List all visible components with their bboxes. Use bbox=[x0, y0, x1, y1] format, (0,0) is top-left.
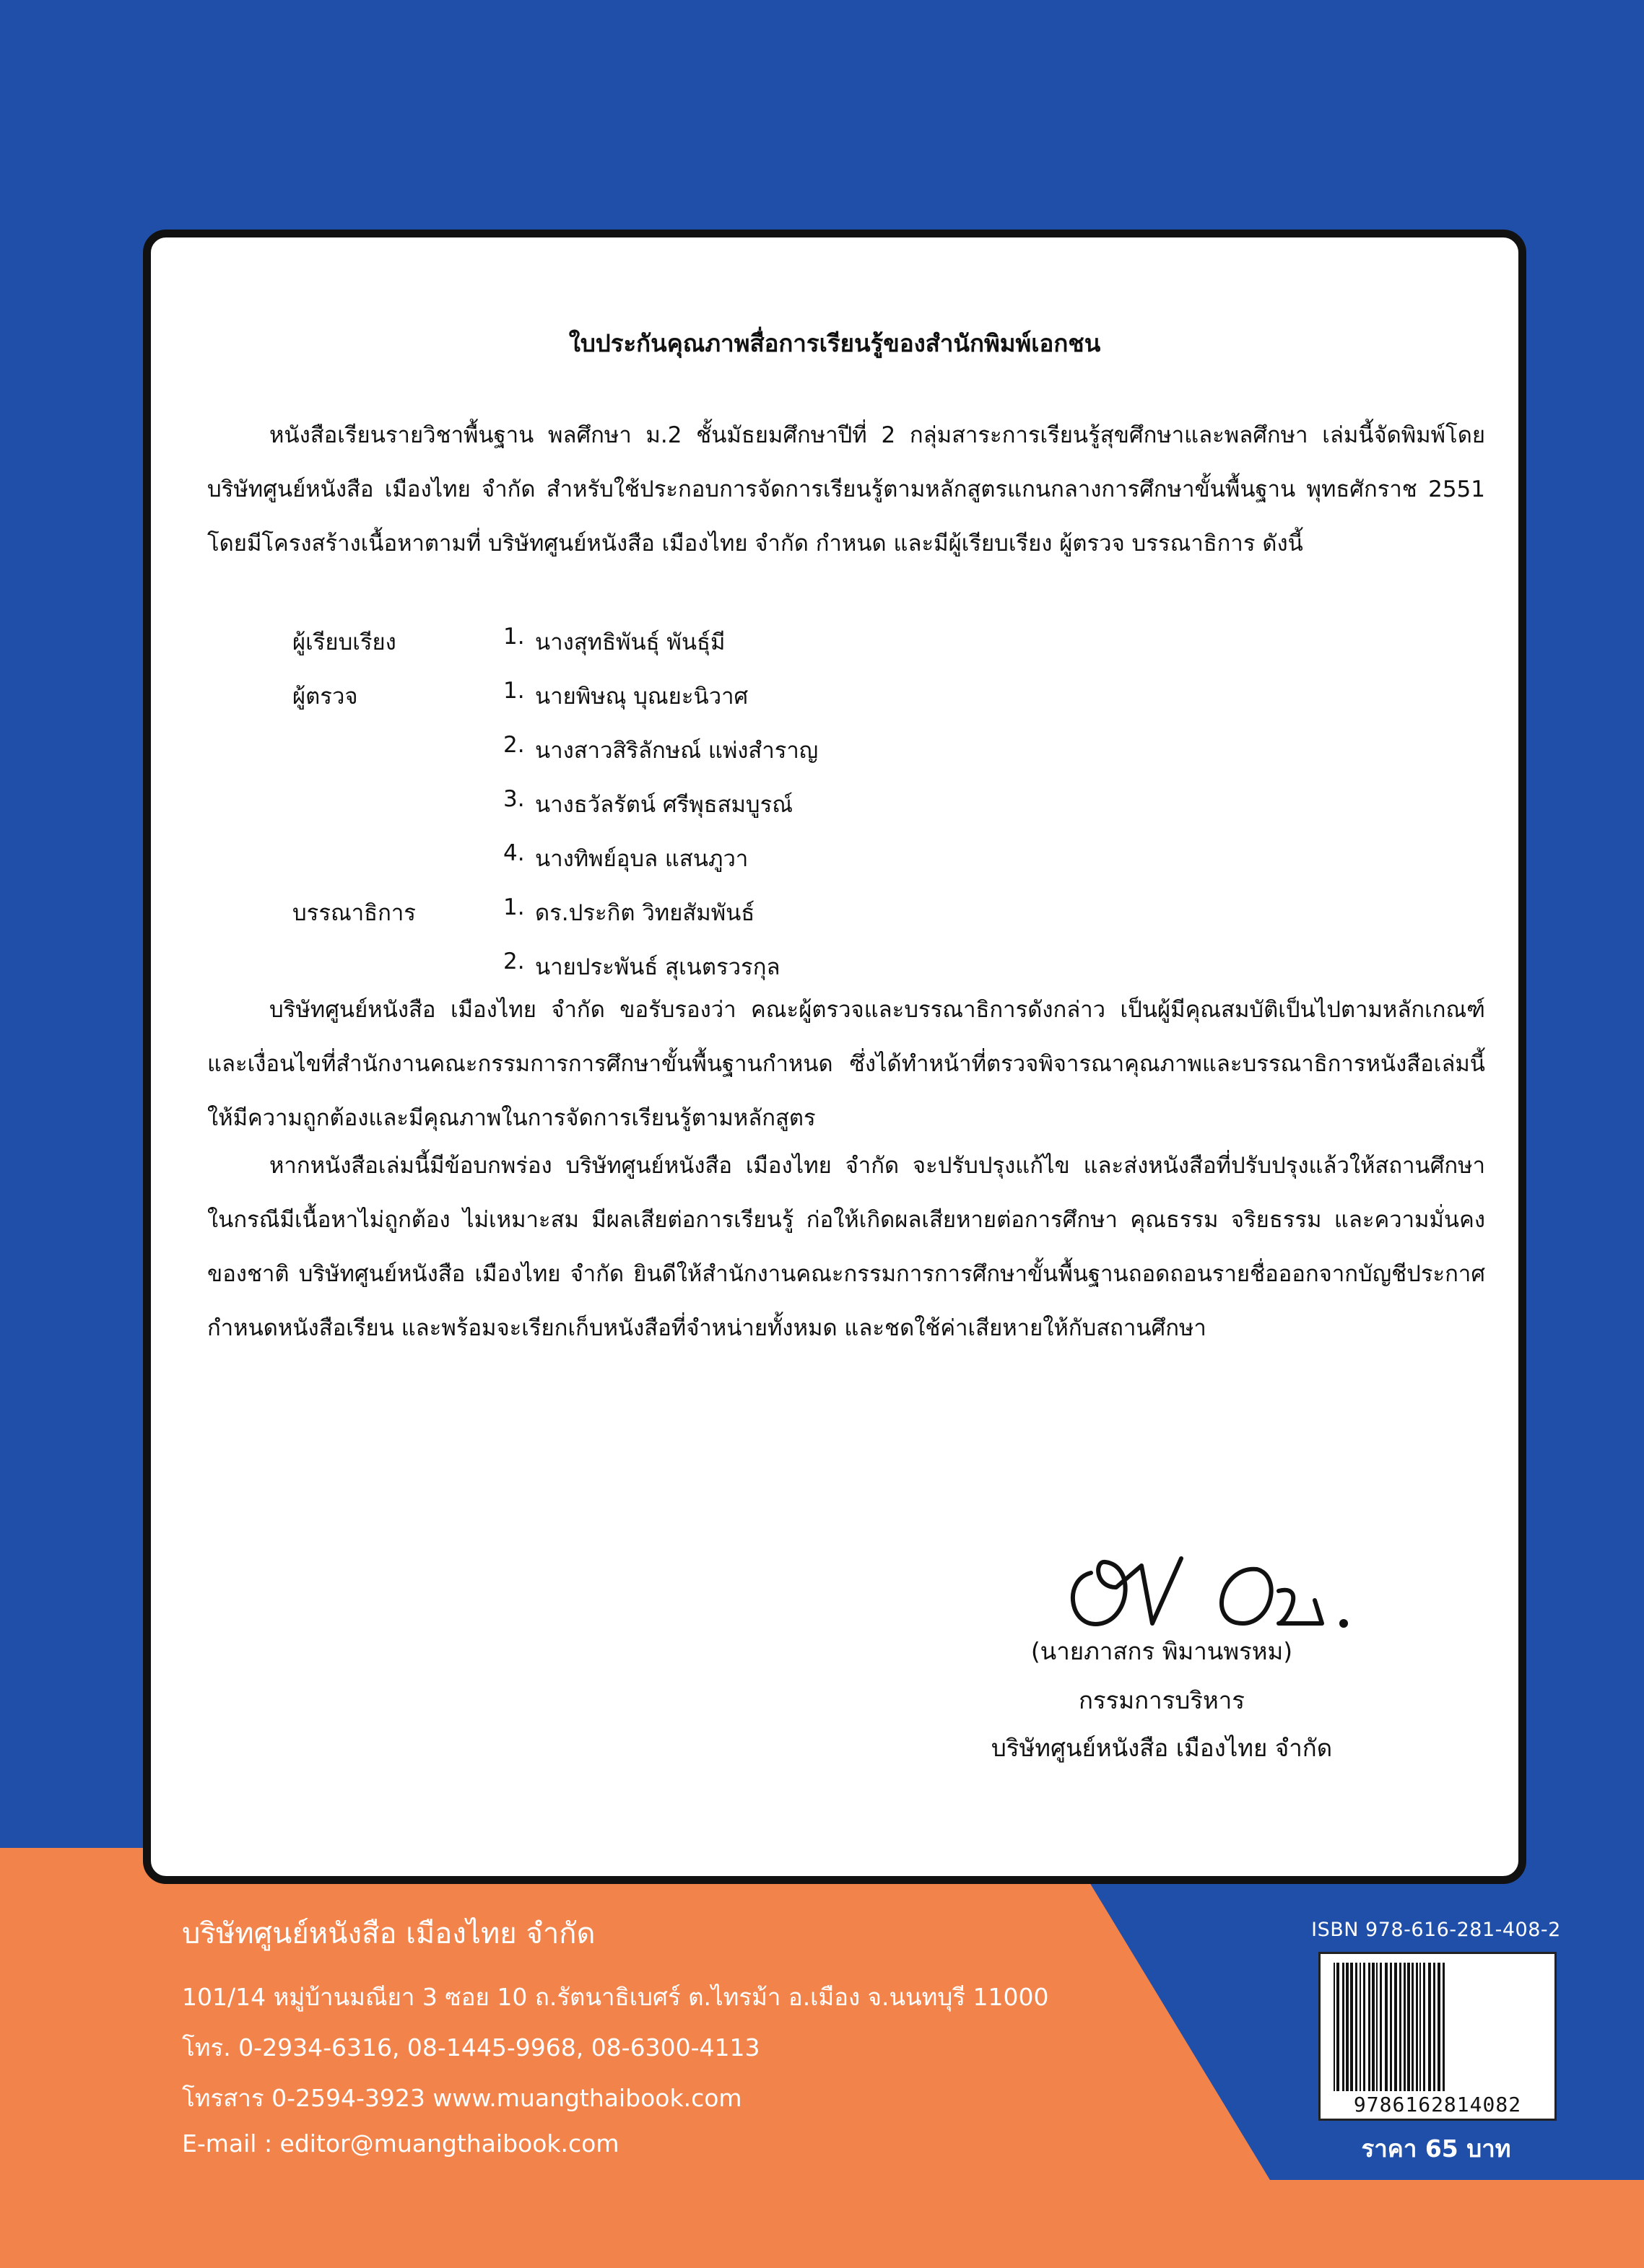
staff-role: ผู้ตรวจ bbox=[292, 684, 358, 710]
barcode-bar bbox=[1423, 1963, 1425, 2091]
barcode-bar bbox=[1342, 1963, 1344, 2091]
barcode-bar bbox=[1385, 1963, 1388, 2091]
staff-name: นางสุทธิพันธุ์ พันธุ์มี bbox=[535, 629, 726, 655]
barcode-bar bbox=[1372, 1963, 1375, 2091]
signatory-name: (นายภาสกร พิมานพรหม) bbox=[1030, 1637, 1293, 1665]
barcode-bar bbox=[1399, 1963, 1401, 2091]
staff-name: นายประพันธ์ สุเนตรวรกุล bbox=[535, 954, 780, 980]
barcode-bar bbox=[1355, 1963, 1357, 2091]
barcode-bars bbox=[1331, 1963, 1549, 2091]
staff-number: 2. bbox=[503, 948, 525, 974]
publisher-name: บริษัทศูนย์หนังสือ เมืองไทย จำกัด bbox=[182, 1917, 596, 1950]
publisher-fax: โทรสาร 0-2594-3923 www.muangthaibook.com bbox=[182, 2084, 742, 2112]
price-label: ราคา 65 บาท bbox=[1361, 2134, 1511, 2163]
barcode-bar bbox=[1443, 1963, 1445, 2091]
barcode-bar bbox=[1394, 1963, 1397, 2091]
staff-name: นางธวัลรัตน์ ศรีพุธสมบูรณ์ bbox=[535, 792, 793, 818]
barcode-bar bbox=[1376, 1963, 1378, 2091]
barcode-bar bbox=[1404, 1963, 1406, 2091]
barcode-bar bbox=[1346, 1963, 1349, 2091]
certification-paragraph: บริษัทศูนย์หนังสือ เมืองไทย จำกัด ขอรับรองว่า คณะผู้ตรวจและบรรณาธิการดังกล่าว เป็นผู้มีคุณสมบัติเป็นไปตามหลักเกณฑ์และเงื่อนไขที่สำนักงานคณะกรรมการการศึกษาขั้นพื้นฐานกำหนด ซึ่งได้ทำหน้าที่ตรวจพิจารณาคุณภาพและบรรณาธิการหนังสือเล่มนี้ให้มีความถูกต้องและมีคุณภาพในการจัดการเรียนรู้ตามหลักสูตร bbox=[207, 997, 1485, 1131]
signatory-company: บริษัทศูนย์หนังสือ เมืองไทย จำกัด bbox=[991, 1734, 1333, 1762]
staff-name: ดร.ประกิต วิทยสัมพันธ์ bbox=[535, 900, 755, 926]
barcode-digits: 9786162814082 bbox=[1353, 2093, 1522, 2116]
barcode bbox=[1318, 1952, 1557, 2121]
staff-name: นายพิษณุ บุณยะนิวาศ bbox=[535, 684, 749, 710]
barcode-bar bbox=[1407, 1963, 1410, 2091]
staff-number: 1. bbox=[503, 894, 525, 920]
staff-name: นางทิพย์อุบล แสนภูวา bbox=[535, 846, 749, 872]
signatory-position: กรรมการบริหาร bbox=[1078, 1686, 1245, 1714]
certificate-card bbox=[143, 230, 1526, 1884]
publisher-email: E-mail : editor@muangthaibook.com bbox=[182, 2129, 619, 2158]
staff-name: นางสาวสิริลักษณ์ แพ่งสำราญ bbox=[535, 738, 819, 764]
signature bbox=[1062, 1515, 1394, 1645]
barcode-bar bbox=[1438, 1963, 1440, 2091]
staff-number: 1. bbox=[503, 624, 525, 650]
barcode-bar bbox=[1380, 1963, 1382, 2091]
barcode-bar bbox=[1428, 1963, 1431, 2091]
barcode-bar bbox=[1350, 1963, 1353, 2091]
warranty-paragraph: หากหนังสือเล่มนี้มีข้อบกพร่อง บริษัทศูนย์หนังสือ เมืองไทย จำกัด จะปรับปรุงแก้ไข และส่งหนังสือที่ปรับปรุงแล้วให้สถานศึกษา ในกรณีมีเนื้อหาไม่ถูกต้อง ไม่เหมาะสม มีผลเสียต่อการเรียนรู้ ก่อให้เกิดผลเสียหายต่อการศึกษา คุณธรรม จริยธรรม และความมั่นคงของชาติ บริษัทศูนย์หนังสือ เมืองไทย จำกัด ยินดีให้สำนักงานคณะกรรมการการศึกษาขั้นพื้นฐานถอดถอนรายชื่อออกจากบัญชีประกาศกำหนดหนังสือเรียน และพร้อมจะเรียกเก็บหนังสือที่จำหน่ายทั้งหมด และชดใช้ค่าเสียหายให้กับสถานศึกษา bbox=[207, 1153, 1485, 1341]
publisher-phone: โทร. 0-2934-6316, 08-1445-9968, 08-6300-4113 bbox=[182, 2033, 760, 2062]
intro-paragraph: หนังสือเรียนรายวิชาพื้นฐาน พลศึกษา ม.2 ชั้นมัธยมศึกษาปีที่ 2 กลุ่มสาระการเรียนรู้สุขศึกษาและพลศึกษา เล่มนี้จัดพิมพ์โดย บริษัทศูนย์หนังสือ เมืองไทย จำกัด สำหรับใช้ประกอบการจัดการเรียนรู้ตามหลักสูตรแกนกลางการศึกษาขั้นพื้นฐาน พุทธศักราช 2551 โดยมีโครงสร้างเนื้อหาตามที่ บริษัทศูนย์หนังสือ เมืองไทย จำกัด กำหนด และมีผู้เรียบเรียง ผู้ตรวจ บรรณาธิการ ดังนี้ bbox=[207, 422, 1485, 557]
staff-role: บรรณาธิการ bbox=[292, 900, 416, 926]
barcode-bar bbox=[1433, 1963, 1435, 2091]
staff-number: 2. bbox=[503, 732, 525, 758]
barcode-bar bbox=[1416, 1963, 1418, 2091]
document-title: ใบประกันคุณภาพสื่อการเรียนรู้ของสำนักพิมพ์เอกชน bbox=[568, 329, 1101, 357]
staff-number: 4. bbox=[503, 840, 525, 866]
barcode-bar bbox=[1368, 1963, 1370, 2091]
barcode-bar bbox=[1336, 1963, 1339, 2091]
staff-role: ผู้เรียบเรียง bbox=[292, 629, 396, 655]
staff-number: 1. bbox=[503, 678, 525, 704]
isbn-label: ISBN 978-616-281-408-2 bbox=[1311, 1919, 1561, 1941]
barcode-bar bbox=[1419, 1963, 1421, 2091]
barcode-bar bbox=[1390, 1963, 1392, 2091]
barcode-bar bbox=[1360, 1963, 1361, 2091]
barcode-bar bbox=[1412, 1963, 1414, 2091]
publisher-address: 101/14 หมู่บ้านมณียา 3 ซอย 10 ถ.รัตนาธิเบศร์ ต.ไทรม้า อ.เมือง จ.นนทบุรี 11000 bbox=[182, 1983, 1049, 2011]
staff-number: 3. bbox=[503, 786, 525, 812]
barcode-bar bbox=[1334, 1963, 1335, 2091]
barcode-bar bbox=[1363, 1963, 1365, 2091]
